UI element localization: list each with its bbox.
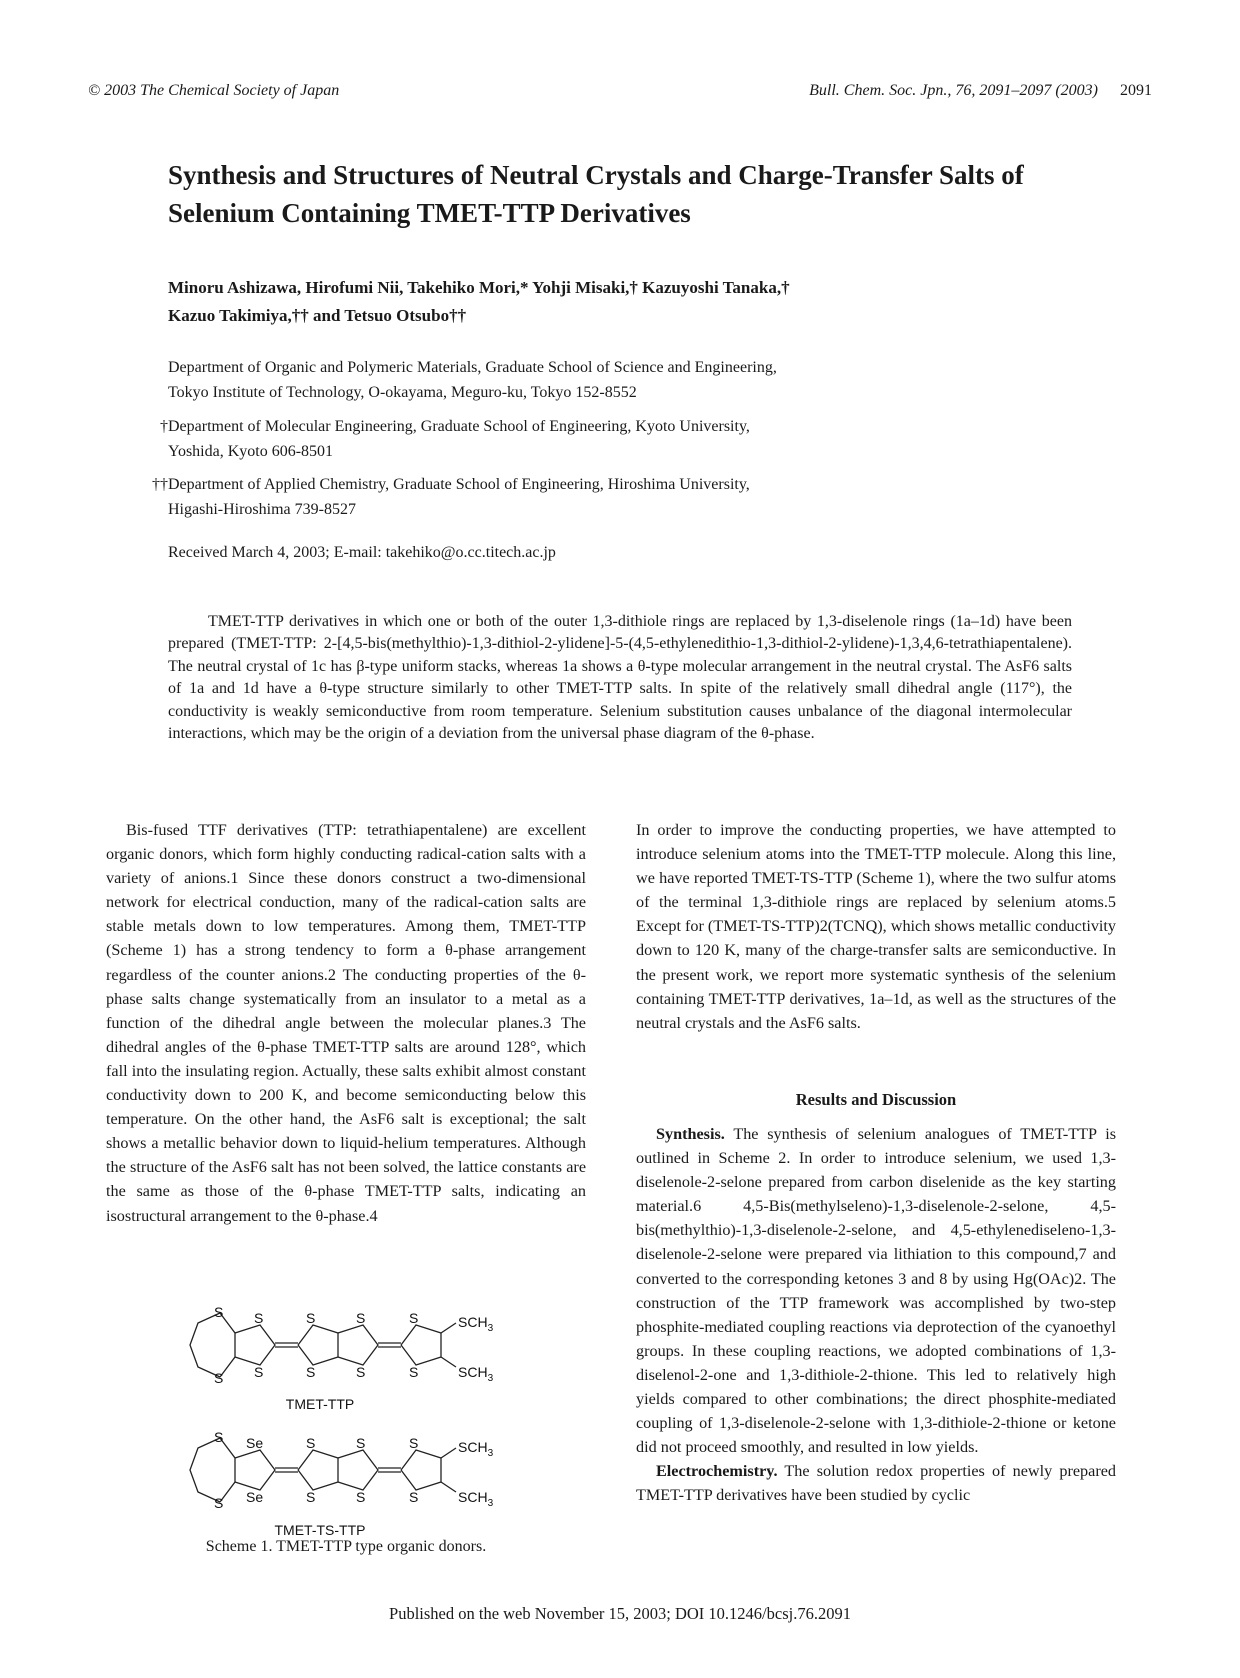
atom-label: Se: [246, 1435, 264, 1451]
intro-paragraph: Bis-fused TTF derivatives (TTP: tetrathiapentalene) are excellent organic donors, which form highly conducting radical-cation salts with a variety of anions.1 Since these donors construct a two-dimensional network for electrical conduction, many of the radical-cation salts are stable metals down to low temperatures. Among them, TMET-TTP (Scheme 1) has a strong tendency to form a θ-phase arrangement regardless of the counter anions.2 The conducting properties of the θ-phase salts change systematically from an insulator to a metal as a function of the dihedral angle between the molecular planes.3 The dihedral angles of the θ-phase TMET-TTP salts are around 128°, which fall into the insulating region. Actually, these salts exhibit almost constant conductivity down to 200 K, and become semiconducting below this temperature. On the other hand, the AsF6 salt is exceptional; the salt shows a metallic behavior down to liquid-helium temperatures. Although the structure of the AsF6 salt has not been solved, the lattice constants are the same as those of the θ-phase TMET-TTP salts, indicating an isostructural arrangement to the θ-phase.4: [106, 821, 586, 1225]
substituent-label: $SCH_3$: [458, 1364, 494, 1384]
atom-label: S: [214, 1429, 224, 1445]
atom-label: S: [306, 1364, 316, 1380]
affiliation-mark: ††: [152, 476, 168, 493]
journal-citation: Bull. Chem. Soc. Jpn., 76, 2091–2097 (2003): [809, 82, 1098, 99]
atom-label: S: [214, 1370, 224, 1386]
atom-label: S: [356, 1435, 366, 1451]
scheme-1-structures: [180, 1285, 540, 1541]
affiliation-line: Department of Applied Chemistry, Graduate School of Engineering, Hiroshima University,: [168, 476, 750, 493]
electrochemistry-paragraph: [636, 1459, 1116, 1507]
intro-paragraph: In order to improve the conducting properties, we have attempted to introduce selenium atoms into the TMET-TTP molecule. Along this line, we have reported TMET-TS-TTP (Scheme 1), where the two sulfur atoms of the terminal 1,3-dithiole rings are replaced by selenium atoms.5 Except for (TMET-TS-TTP)2(TCNQ), which shows metallic conductivity down to 120 K, many of the charge-transfer salts are semiconductive. In the present work, we report more systematic synthesis of the selenium containing TMET-TTP derivatives, 1a–1d, as well as the structures of the neutral crystals and the AsF6 salts.: [636, 821, 1116, 1032]
atom-label: S: [409, 1435, 419, 1451]
atom-label: S: [409, 1364, 419, 1380]
atom-label: S: [306, 1489, 316, 1505]
author-list: [168, 274, 1088, 330]
publication-footer: Published on the web November 15, 2003; DOI 10.1246/bcsj.76.2091: [389, 1604, 851, 1623]
run-in-heading: Synthesis.: [656, 1125, 725, 1143]
affiliation-2: [148, 414, 1048, 464]
affiliation-line: Yoshida, Kyoto 606-8501: [168, 443, 334, 460]
run-in-heading: Electrochemistry.: [656, 1462, 778, 1481]
molecule-label-tmet-ttp: TMET-TTP: [285, 1396, 355, 1412]
paper-title: Synthesis and Structures of Neutral Crystals and Charge-Transfer Salts of Selenium Containing TMET-TTP Derivatives: [168, 160, 1024, 228]
affiliation-mark: †: [160, 418, 168, 435]
affiliation-line: Department of Organic and Polymeric Materials, Graduate School of Science and Engineering,: [168, 359, 777, 376]
abstract: TMET-TTP derivatives in which one or both of the outer 1,3-dithiole rings are replaced by 1,3-diselenole rings (1a–1d) have been prepared (TMET-TTP: 2-[4,5-bis(methylthio)-1,3-dithiol-2-ylidene]-5-(4,5-ethylenedithio-1,3-dithiol-2-ylidene)-1,3,4,6-tetrathiapentalene). The neutral crystal of 1c has β-type uniform stacks, whereas 1a shows a θ-type molecular arrangement in the neutral crystal. The AsF6 salts of 1a and 1d have a θ-type structure similarly to other TMET-TTP salts. In spite of the relatively small dihedral angle (117°), the conductivity is weakly semiconductive from room temperature. Selenium substitution causes unbalance of the diagonal intermolecular interactions, which may be the origin of a deviation from the universal phase diagram of the θ-phase.: [168, 613, 1072, 743]
affiliation-line: Tokyo Institute of Technology, O-okayama, Meguro-ku, Tokyo 152-8552: [168, 384, 637, 401]
atom-label: S: [214, 1495, 224, 1511]
affiliation-line: Department of Molecular Engineering, Graduate School of Engineering, Kyoto University,: [168, 418, 750, 435]
atom-label: S: [356, 1489, 366, 1505]
atom-label: S: [409, 1489, 419, 1505]
affiliation-3: [148, 472, 1048, 522]
atom-label: S: [356, 1364, 366, 1380]
journal-header: [809, 82, 1152, 100]
received-email-line: Received March 4, 2003; E-mail: takehiko@o.cc.titech.ac.jp: [168, 544, 556, 561]
synthesis-paragraph: [636, 1122, 1116, 1459]
section-heading: Results and Discussion: [795, 1090, 957, 1109]
atom-label: S: [356, 1310, 366, 1326]
atom-label: S: [409, 1310, 419, 1326]
copyright-header: © 2003 The Chemical Society of Japan: [88, 82, 340, 99]
substituent-label: $SCH_3$: [458, 1439, 494, 1459]
paragraph-text: The solution redox properties of newly prepared TMET-TTP derivatives have been studied by cyclic: [636, 1462, 1116, 1505]
atom-label: Se: [246, 1489, 264, 1505]
atom-label: S: [254, 1364, 264, 1380]
intro-right-column: [636, 818, 1116, 1035]
atom-label: S: [306, 1435, 316, 1451]
paragraph-text: The synthesis of selenium analogues of TMET-TTP is outlined in Scheme 2. In order to introduce selenium, we used 1,3-diselenole-2-selone prepared from carbon diselenide as the key starting material.6 4,5-Bis(methylseleno)-1,3-diselenole-2-selone, 4,5-bis(methylthio)-1,3-diselenole-2-selone, and 4,5-ethylenediseleno-1,3-diselenole-2-selone were prepared via lithiation to this compound,7 and converted to the corresponding ketones 3 and 8 by using Hg(OAc)2. The construction of the TTP framework was accomplished by two-step phosphite-mediated coupling reactions via deprotection of the cyanoethyl groups. In these coupling reactions, we adopted combinations of 1,3-diselenol-2-one and 1,3-dithiole-2-thione. This led to relatively high yields compared to other combinations; the direct phosphite-mediated coupling of 1,3-diselenole-2-selone with 1,3-dithiole-2-thione or ketone did not proceed smoothly, and resulted in low yields.: [636, 1125, 1116, 1457]
atom-label: S: [254, 1310, 264, 1326]
atom-label: S: [306, 1310, 316, 1326]
results-column: [636, 1122, 1116, 1508]
authors-line-2: Kazuo Takimiya,†† and Tetsuo Otsubo††: [168, 306, 467, 325]
page-number: 2091: [1120, 82, 1152, 99]
affiliation-line: Higashi-Hiroshima 739-8527: [168, 501, 356, 518]
intro-left-column: [106, 818, 586, 1228]
atom-label: S: [214, 1304, 224, 1320]
authors-line-1: Minoru Ashizawa, Hirofumi Nii, Takehiko Mori,* Yohji Misaki,† Kazuyoshi Tanaka,†: [168, 278, 790, 297]
scheme-caption: Scheme 1. TMET-TTP type organic donors.: [205, 1538, 487, 1555]
molecule-label-tmet-ts-ttp: TMET-TS-TTP: [274, 1522, 366, 1538]
affiliation-1: [148, 355, 1048, 405]
substituent-label: $SCH_3$: [458, 1489, 494, 1509]
substituent-label: $SCH_3$: [458, 1314, 494, 1334]
